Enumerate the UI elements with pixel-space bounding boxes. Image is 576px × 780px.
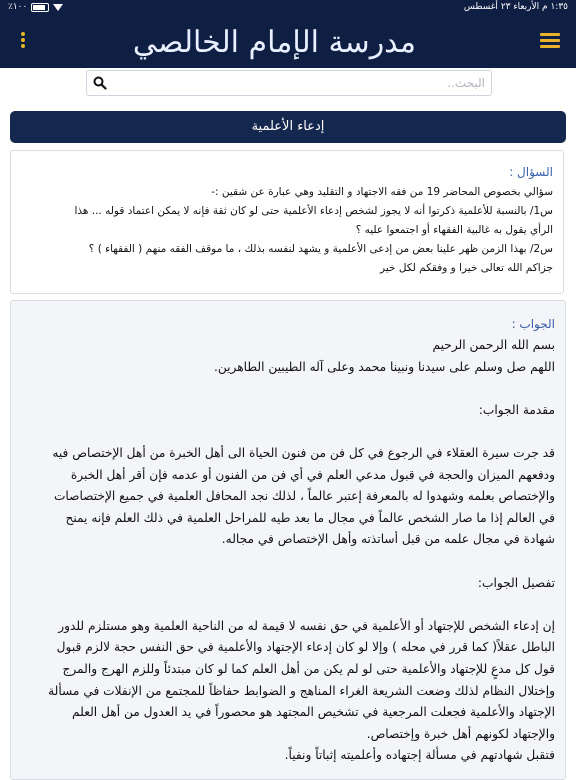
search-input[interactable] xyxy=(113,73,487,93)
question-line: سؤالي بخصوص المحاضر 19 من فقه الاجتهاد و التقليد وهي عبارة عن شقين :- xyxy=(211,186,553,198)
question-line: س1/ بالنسبة للأعلمية ذكرتوا أنه لا يجوز لشخص إدعاء الأعلمية حتى لو كان ثقة فإنه لا يمكن اعتماد قوله ... هذا xyxy=(74,205,553,217)
more-options-button[interactable] xyxy=(20,32,26,52)
answer-line: الإجتهاد والأعلمية فجعلت المرجعية في تشخيص المجتهد هو محصوراً في يد العدول من أهل العلم xyxy=(72,705,555,720)
answer-label: الجواب : xyxy=(511,317,555,331)
answer-line: في العالم إذا ما صار الشخص عالماً في مجال ما بعد طيه للمراحل العلمية في ذلك العلم فإنه يمنح xyxy=(65,510,555,525)
battery-percent: ٪١٠٠ xyxy=(8,2,28,12)
answer-line: تفصيل الجواب: xyxy=(477,575,555,590)
wifi-icon xyxy=(53,4,63,11)
answer-line: والإجتهاد لكونهم أهل خبرة وإختصاص. xyxy=(366,726,555,741)
question-line: س2/ بهذا الزمن ظهر علينا بعض من إدعى الأعلمية و يشهد لنفسه بذلك ، ما موقف الفقه منهم ( الفقهاء ) ؟ xyxy=(88,243,553,255)
answer-line: الباطل عقلاً( كما قرر في محله ) وإلا لو كان إدعاء الإجتهاد والأعلمية في حق النفس حجة لالزم قبول xyxy=(56,640,555,655)
search-bar xyxy=(86,70,492,96)
hamburger-icon xyxy=(540,33,560,36)
answer-line: شهادة في مجال علمه من قبل أساتذته وأهل الإختصاص في مجاله. xyxy=(221,532,555,547)
answer-box xyxy=(10,300,566,780)
answer-line: وإختلال النظام لذلك وضعت الشريعة الغراء المناهج و الضوابط حفاظاً للمجتمع من الإنفلات في مسألة xyxy=(48,683,555,698)
answer-line: اللهم صل وسلم على سيدنا ونبينا محمد وعلى آله الطيبين الطاهرين. xyxy=(213,359,555,374)
question-box xyxy=(10,150,564,294)
question-line: الرأي يقول به غالبية الفقهاء أو اجتمعوا عليه ؟ xyxy=(355,224,553,236)
answer-line: مقدمة الجواب: xyxy=(478,402,555,417)
answer-line: فتقبل شهادتهم في مسألة إجتهاده وأعلميته إثباتاً ونفياً. xyxy=(284,748,555,763)
battery-status xyxy=(8,2,63,12)
answer-line: بسم الله الرحمن الرحيم xyxy=(432,338,555,352)
app-logo: مدرسة الإمام الخالصي xyxy=(132,25,416,60)
page-title: إدعاء الأعلمية xyxy=(10,111,566,143)
answer-line: ودفعهم الميزان والحجة في قبول مدعي العلم في أي فن من الفنون أو عدمه فإن أقر أهل الخبرة xyxy=(70,467,555,482)
menu-button[interactable] xyxy=(540,33,560,49)
answer-line: قول كل مدعٍ للإجتهاد والأعلمية حتى لو لم يكن من أهل العلم كما لو كان مبتدئاً وللزم الهرج والمرج xyxy=(62,661,555,676)
answer-line: قد جرت سيرة العقلاء في الرجوع في كل فن من فنون الحياة الى أهل الخبرة من أهل الإختصاص فيه xyxy=(52,445,555,460)
answer-line xyxy=(21,378,555,400)
status-time-date: ١:٣٥ م الأربعاء ٢٣ أغسطس xyxy=(463,2,568,12)
answer-line: إن إدعاء الشخص للإجتهاد أو الأعلمية في حق نفسه لا قيمة له من الناحية العلمية وهو مستلزم للدور xyxy=(58,618,555,633)
question-line: جزاكم الله تعالى خيرا و وفقكم لكل خير xyxy=(380,262,553,274)
answer-line xyxy=(21,594,555,616)
app-header xyxy=(0,16,576,68)
search-icon[interactable] xyxy=(93,76,107,90)
answer-line xyxy=(21,421,555,443)
answer-line: والإختصاص بعلمه وشهدوا له بالمعرفة إعتبر عالماً ، لذلك نجد المحافل العلمية في جميع الإختصاصات xyxy=(53,489,555,504)
battery-icon xyxy=(31,3,49,12)
vertical-dots-icon xyxy=(21,32,25,36)
answer-line xyxy=(21,551,555,573)
question-label: السؤال : xyxy=(509,165,553,179)
status-bar xyxy=(0,0,576,16)
